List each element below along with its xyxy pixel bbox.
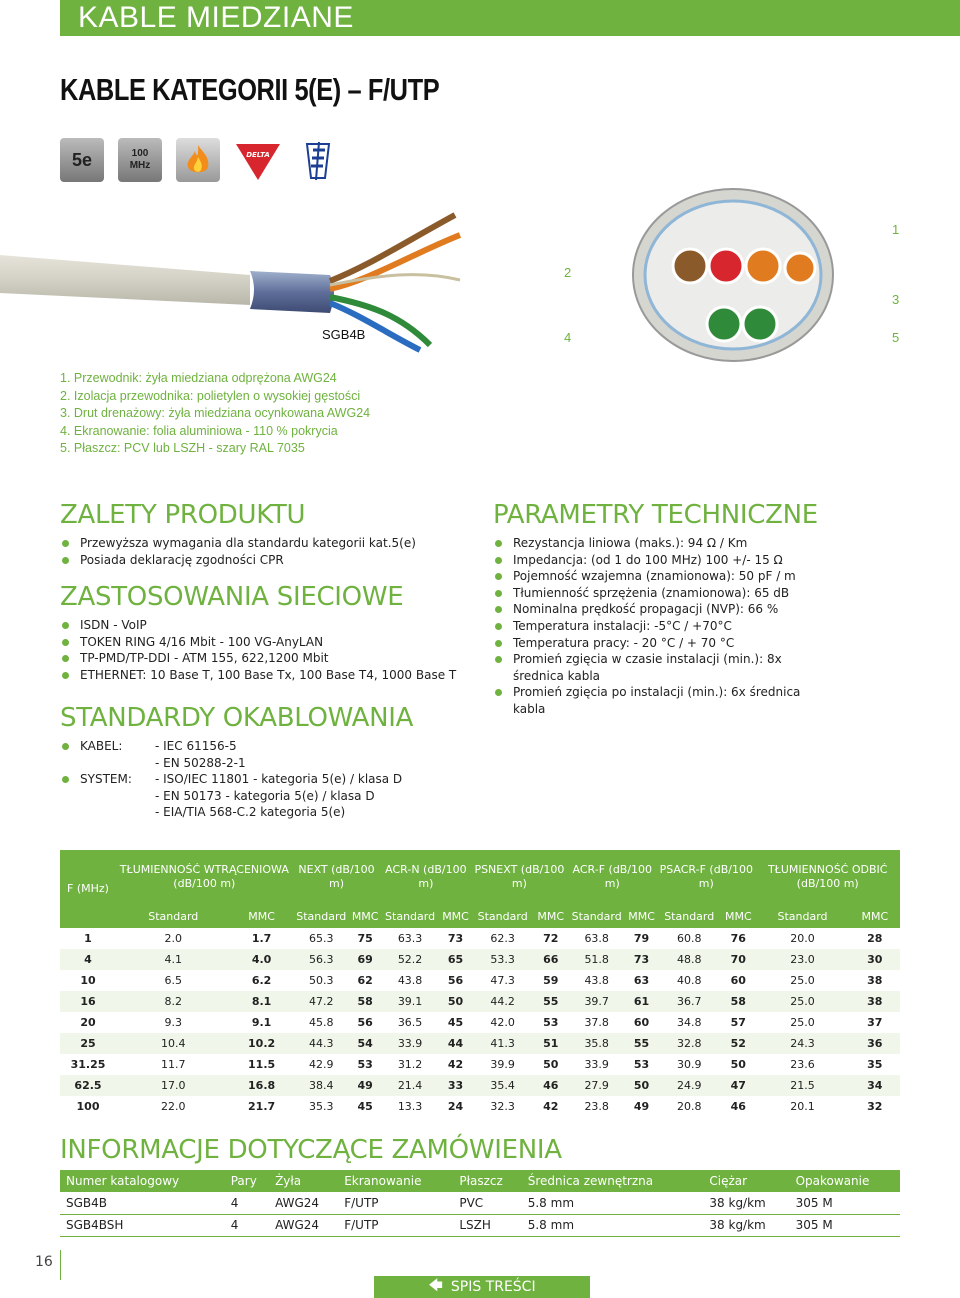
parameter-cell: 9.3: [164, 1016, 183, 1029]
parameter-cell: 9.1: [251, 1016, 272, 1029]
parameter-cell: 23.6: [790, 1058, 815, 1071]
parameter-cell: 42.0: [490, 1016, 515, 1029]
parameter-cell: 21.5: [755, 1075, 849, 1096]
callout-4: 4: [564, 330, 572, 345]
callout-3: 3: [892, 292, 900, 307]
parameter-cell: 63.3: [397, 932, 423, 945]
parameter-table-body: [60, 928, 900, 1117]
order-cell: LSZH: [453, 1214, 521, 1236]
certification-badges: [60, 138, 340, 182]
parameter-cell: 52: [721, 1033, 755, 1054]
parameter-cell: 53: [543, 1016, 559, 1029]
100mhz-badge-label: 100 MHz: [129, 148, 151, 171]
sub-header: Standard: [116, 904, 231, 928]
parameter-cell: 20.8: [676, 1100, 702, 1113]
parameter-cell: 10.2: [231, 1033, 293, 1054]
sub-header: MMC: [721, 904, 755, 928]
arrow-left-icon: 🡄: [428, 1278, 443, 1294]
parameter-cell: 32: [867, 1100, 883, 1113]
standards-list: [60, 738, 480, 821]
order-cell: 38 kg/km: [703, 1192, 789, 1214]
parameter-cell: 20.0: [790, 932, 815, 945]
technical-title: PARAMETRY TECHNICZNE: [493, 500, 818, 530]
parameter-cell: 73: [447, 932, 464, 945]
parameter-cell: 43.8: [584, 974, 609, 987]
parameter-cell: 4.0: [231, 949, 293, 970]
parameter-table-group-header: [60, 850, 900, 904]
parameter-table-sub-header: [60, 904, 900, 928]
parameter-cell: 62: [357, 974, 373, 987]
group-header: PSACR-F (dB/100 m): [657, 850, 755, 904]
parameter-cell: 57: [730, 1016, 746, 1029]
parameter-cell: 35.4: [471, 1075, 534, 1096]
parameter-cell: 50: [730, 1058, 746, 1071]
parameter-cell: 49: [633, 1100, 650, 1113]
parameter-cell: 52.2: [380, 949, 439, 970]
delta-logo-icon: [234, 138, 282, 182]
technical-item: Nominalna prędkość propagacji (NVP): 66 %: [493, 601, 833, 618]
group-header: ACR-F (dB/100 m): [567, 850, 657, 904]
parameter-cell: 8.2: [116, 991, 231, 1012]
cable-cross-section: [628, 186, 838, 364]
order-header-cell: Żyła: [269, 1170, 338, 1192]
order-cell: F/UTP: [338, 1214, 453, 1236]
toc-button[interactable]: [374, 1276, 590, 1298]
standard-line: - IEC 61156-5: [155, 739, 237, 753]
frequency-cell: 100: [76, 1100, 100, 1113]
parameter-cell: 33.9: [584, 1058, 609, 1071]
parameter-cell: 42: [543, 1100, 559, 1113]
parameter-cell: 11.7: [161, 1058, 186, 1071]
parameter-cell: 60: [730, 974, 746, 987]
order-header-cell: Średnica zewnętrzna: [522, 1170, 704, 1192]
technical-item: Temperatura instalacji: -5°C / +70°C: [493, 618, 833, 635]
parameter-cell: 6.2: [251, 974, 272, 987]
parameter-cell: 50: [626, 1075, 657, 1096]
parameter-cell: 72: [543, 932, 559, 945]
order-header-cell: Opakowanie: [790, 1170, 900, 1192]
page-divider: [60, 1250, 61, 1280]
technical-list: [493, 535, 833, 718]
parameter-cell: 23.0: [755, 949, 849, 970]
parameter-cell: 25.0: [790, 974, 815, 987]
parameter-cell: 44.2: [471, 991, 534, 1012]
applications-title: ZASTOSOWANIA SIECIOWE: [60, 582, 404, 612]
cat5e-badge-icon: [60, 138, 104, 182]
parameter-cell: 37: [867, 1016, 883, 1029]
component-item: 4. Ekranowanie: folia aluminiowa - 110 % pokrycia: [60, 423, 338, 438]
parameter-cell: 35.3: [309, 1100, 334, 1113]
100mhz-badge-icon: [118, 138, 162, 182]
parameter-cell: 56.3: [293, 949, 350, 970]
order-cell: SGB4BSH: [60, 1214, 225, 1236]
parameter-cell: 55: [626, 1033, 657, 1054]
standards-title: STANDARDY OKABLOWANIA: [60, 703, 414, 733]
parameter-cell: 24.9: [657, 1075, 721, 1096]
freq-header: F (MHz): [60, 850, 116, 928]
application-item: TP-PMD/TP-DDI - ATM 155, 622,1200 Mbit: [60, 650, 480, 667]
parameter-cell: 53: [633, 1058, 650, 1071]
order-cell: SGB4B: [60, 1192, 225, 1214]
page-title: KABLE MIEDZIANE: [78, 1, 354, 34]
parameter-cell: 44: [440, 1033, 472, 1054]
parameter-cell: 46: [730, 1100, 746, 1113]
component-item: 3. Drut drenażowy: żyła miedziana ocynkowana AWG24: [60, 406, 371, 420]
technical-item: Promień zgięcia po instalacji (min.): 6x średnica kabla: [493, 684, 833, 717]
parameter-row: [60, 949, 900, 970]
technical-item: Promień zgięcia w czasie instalacji (min.): 8x średnica kabla: [493, 651, 833, 684]
parameter-cell: 53.3: [471, 949, 534, 970]
technical-item: Temperatura pracy: - 20 °C / + 70 °C: [493, 635, 833, 652]
sub-header: Standard: [293, 904, 350, 928]
callout-1: 1: [892, 222, 900, 237]
parameter-cell: 21.4: [380, 1075, 439, 1096]
application-item: ETHERNET: 10 Base T, 100 Base Tx, 100 Base T4, 1000 Base T: [60, 667, 480, 684]
toc-button-label: SPIS TREŚCI: [450, 1279, 536, 1295]
parameter-cell: 38.4: [293, 1075, 350, 1096]
advantages-title: ZALETY PRODUKTU: [60, 500, 306, 530]
order-cell: 4: [225, 1192, 269, 1214]
order-cell: PVC: [453, 1192, 521, 1214]
parameter-cell: 2.0: [164, 932, 183, 945]
parameter-cell: 63.8: [584, 932, 609, 945]
parameter-cell: 50: [440, 991, 472, 1012]
parameter-cell: 23.8: [584, 1100, 609, 1113]
order-cell: AWG24: [269, 1192, 338, 1214]
header-bar: [60, 0, 960, 36]
order-row: [60, 1214, 900, 1236]
cable-illustration: [0, 185, 480, 375]
cat5e-badge-label: 5e: [71, 149, 93, 170]
standard-group-system: [60, 771, 480, 821]
parameter-cell: 36: [850, 1033, 900, 1054]
parameter-cell: 75: [357, 932, 373, 945]
order-cell: 305 M: [790, 1214, 900, 1236]
parameter-table: [60, 850, 900, 1117]
order-header-cell: Numer katalogowy: [60, 1170, 225, 1192]
parameter-row: [60, 1033, 900, 1054]
sub-header: Standard: [657, 904, 721, 928]
sub-header: Standard: [567, 904, 626, 928]
parameter-cell: 33.9: [380, 1033, 439, 1054]
parameter-cell: 53: [357, 1058, 373, 1071]
parameter-cell: 22.0: [161, 1100, 186, 1113]
frequency-cell: 16: [60, 991, 116, 1012]
parameter-cell: 65: [440, 949, 472, 970]
order-cell: 38 kg/km: [703, 1214, 789, 1236]
technical-item: Rezystancja liniowa (maks.): 94 Ω / Km: [493, 535, 833, 552]
parameter-cell: 47: [721, 1075, 755, 1096]
frequency-cell: 10: [80, 974, 96, 987]
parameter-cell: 34.8: [676, 1016, 702, 1029]
parameter-cell: 25.0: [755, 991, 849, 1012]
sub-header: Standard: [380, 904, 439, 928]
standard-group-cable: [60, 738, 480, 771]
parameter-cell: 40.8: [676, 974, 702, 987]
parameter-cell: 60.8: [676, 932, 702, 945]
callout-5: 5: [892, 330, 900, 345]
parameter-cell: 46: [534, 1075, 567, 1096]
sub-header: MMC: [440, 904, 472, 928]
delta-logo-label: DELTA: [246, 151, 270, 159]
order-table: [60, 1170, 900, 1237]
parameter-cell: 1.7: [251, 932, 272, 945]
cable-code-label: SGB4B: [322, 327, 366, 342]
application-item: TOKEN RING 4/16 Mbit - 100 VG-AnyLAN: [60, 634, 480, 651]
parameter-cell: 32.8: [657, 1033, 721, 1054]
flame-graphic: [183, 143, 213, 177]
application-item: ISDN - VoIP: [60, 617, 480, 634]
sub-header: MMC: [626, 904, 657, 928]
frequency-cell: 31.25: [70, 1058, 106, 1071]
parameter-cell: 42.9: [309, 1058, 334, 1071]
order-header-cell: Płaszcz: [453, 1170, 521, 1192]
certification-logo-icon: [296, 138, 340, 182]
parameter-cell: 28: [867, 932, 883, 945]
order-header-cell: Ciężar: [703, 1170, 789, 1192]
sub-header: MMC: [534, 904, 567, 928]
parameter-cell: 30.9: [676, 1058, 702, 1071]
parameter-cell: 45: [447, 1016, 464, 1029]
parameter-cell: 47.2: [293, 991, 350, 1012]
parameter-cell: 17.0: [116, 1075, 231, 1096]
sub-header: MMC: [350, 904, 381, 928]
standard-line: - ISO/IEC 11801 - kategoria 5(e) / klasa D: [155, 772, 403, 787]
parameter-cell: 59: [543, 974, 559, 987]
certification-logo-graphic: [303, 138, 333, 182]
applications-list: [60, 617, 480, 683]
parameter-cell: 49: [350, 1075, 381, 1096]
parameter-cell: 39.1: [380, 991, 439, 1012]
parameter-cell: 24.3: [755, 1033, 849, 1054]
frequency-cell: 25: [60, 1033, 116, 1054]
flame-icon: [176, 138, 220, 182]
parameter-cell: 30: [850, 949, 900, 970]
parameter-cell: 32.3: [490, 1100, 515, 1113]
standard-label: SYSTEM:: [80, 772, 132, 787]
parameter-cell: 13.3: [397, 1100, 423, 1113]
parameter-cell: 8.1: [231, 991, 293, 1012]
parameter-cell: 27.9: [567, 1075, 626, 1096]
parameter-cell: 44.3: [293, 1033, 350, 1054]
parameter-cell: 43.8: [397, 974, 423, 987]
group-header: PSNEXT (dB/100 m): [471, 850, 567, 904]
parameter-row: [60, 1096, 900, 1117]
parameter-cell: 54: [350, 1033, 381, 1054]
order-cell: 5.8 mm: [522, 1192, 704, 1214]
parameter-cell: 63: [633, 974, 650, 987]
parameter-cell: 51.8: [567, 949, 626, 970]
parameter-cell: 69: [350, 949, 381, 970]
parameter-cell: 50: [543, 1058, 559, 1071]
group-header: NEXT (dB/100 m): [293, 850, 381, 904]
parameter-cell: 70: [721, 949, 755, 970]
parameter-cell: 42: [447, 1058, 464, 1071]
order-cell: 4: [225, 1214, 269, 1236]
parameter-cell: 48.8: [657, 949, 721, 970]
order-cell: 5.8 mm: [522, 1214, 704, 1236]
parameter-cell: 36.7: [657, 991, 721, 1012]
component-item: 2. Izolacja przewodnika: polietylen o wysokiej gęstości: [60, 388, 361, 403]
parameter-row: [60, 928, 900, 949]
component-item: 5. Płaszcz: PCV lub LSZH - szary RAL 7035: [60, 441, 305, 455]
sub-header: MMC: [231, 904, 293, 928]
parameter-cell: 36.5: [397, 1016, 423, 1029]
component-list: [60, 370, 370, 458]
parameter-cell: 51: [534, 1033, 567, 1054]
group-header: ACR-N (dB/100 m): [380, 850, 471, 904]
parameter-row: [60, 1054, 900, 1075]
callout-2: 2: [564, 265, 572, 280]
sub-header: Standard: [471, 904, 534, 928]
order-row: [60, 1192, 900, 1214]
technical-item: Pojemność wzajemna (znamionowa): 50 pF / m: [493, 568, 833, 585]
frequency-cell: 4: [60, 949, 116, 970]
parameter-row: [60, 970, 900, 991]
order-table-header: [60, 1170, 900, 1192]
parameter-cell: 56: [357, 1016, 373, 1029]
parameter-cell: 39.9: [490, 1058, 515, 1071]
parameter-cell: 66: [534, 949, 567, 970]
parameter-cell: 41.3: [471, 1033, 534, 1054]
parameter-cell: 47.3: [490, 974, 515, 987]
parameter-cell: 4.1: [116, 949, 231, 970]
delta-logo-graphic: [234, 138, 282, 182]
parameter-cell: 38: [867, 974, 883, 987]
parameter-cell: 25.0: [790, 1016, 815, 1029]
parameter-cell: 58: [721, 991, 755, 1012]
parameter-cell: 31.2: [397, 1058, 423, 1071]
parameter-cell: 6.5: [164, 974, 183, 987]
group-header: TŁUMIENNOŚĆ WTRĄCENIOWA (dB/100 m): [116, 850, 293, 904]
group-header: TŁUMIENNOŚĆ ODBIĆ (dB/100 m): [755, 850, 900, 904]
parameter-row: [60, 1075, 900, 1096]
parameter-cell: 76: [730, 932, 746, 945]
parameter-row: [60, 1012, 900, 1033]
frequency-cell: 20: [80, 1016, 96, 1029]
standard-label: KABEL:: [80, 739, 123, 753]
parameter-cell: 35: [867, 1058, 883, 1071]
parameter-cell: 58: [350, 991, 381, 1012]
order-cell: F/UTP: [338, 1192, 453, 1214]
parameter-cell: 24: [447, 1100, 464, 1113]
advantage-item: Posiada deklarację zgodności CPR: [60, 552, 480, 569]
product-title: KABLE KATEGORII 5(E) – F/UTP: [60, 72, 440, 107]
parameter-cell: 37.8: [584, 1016, 609, 1029]
standard-line: - EN 50288-2-1: [155, 755, 246, 770]
parameter-cell: 21.7: [248, 1100, 276, 1113]
parameter-cell: 65.3: [309, 932, 334, 945]
parameter-cell: 56: [447, 974, 464, 987]
parameter-cell: 34: [850, 1075, 900, 1096]
parameter-cell: 79: [633, 932, 650, 945]
frequency-cell: 62.5: [60, 1075, 116, 1096]
parameter-cell: 38: [850, 991, 900, 1012]
order-header-cell: Ekranowanie: [338, 1170, 453, 1192]
order-header-cell: Pary: [225, 1170, 269, 1192]
parameter-cell: 73: [626, 949, 657, 970]
parameter-cell: 11.5: [248, 1058, 276, 1071]
parameter-cell: 16.8: [231, 1075, 293, 1096]
page-number: 16: [35, 1254, 53, 1270]
parameter-cell: 45: [357, 1100, 373, 1113]
parameter-cell: 61: [626, 991, 657, 1012]
advantages-list: [60, 535, 480, 568]
order-cell: AWG24: [269, 1214, 338, 1236]
parameter-cell: 62.3: [490, 932, 515, 945]
technical-item: Tłumienność sprzężenia (znamionowa): 65 dB: [493, 585, 833, 602]
order-cell: 305 M: [790, 1192, 900, 1214]
frequency-cell: 1: [84, 932, 92, 945]
sub-header: MMC: [850, 904, 900, 928]
parameter-cell: 45.8: [309, 1016, 334, 1029]
parameter-cell: 55: [534, 991, 567, 1012]
sub-header: Standard: [755, 904, 849, 928]
parameter-cell: 20.1: [790, 1100, 815, 1113]
parameter-cell: 10.4: [116, 1033, 231, 1054]
standard-line: - EN 50173 - kategoria 5(e) / klasa D: [155, 788, 375, 803]
parameter-cell: 39.7: [567, 991, 626, 1012]
parameter-cell: 60: [633, 1016, 650, 1029]
component-item: 1. Przewodnik: żyła miedziana odprężona AWG24: [60, 371, 337, 385]
parameter-row: [60, 991, 900, 1012]
parameter-cell: 50.3: [309, 974, 334, 987]
parameter-cell: 33: [440, 1075, 472, 1096]
order-title: INFORMACJE DOTYCZĄCE ZAMÓWIENIA: [60, 1135, 562, 1165]
advantage-item: Przewyższa wymagania dla standardu kategorii kat.5(e): [60, 535, 480, 552]
technical-item: Impedancja: (od 1 do 100 MHz) 100 +/- 15 Ω: [493, 552, 833, 569]
parameter-cell: 35.8: [567, 1033, 626, 1054]
standard-line: - EIA/TIA 568-C.2 kategoria 5(e): [155, 805, 346, 820]
